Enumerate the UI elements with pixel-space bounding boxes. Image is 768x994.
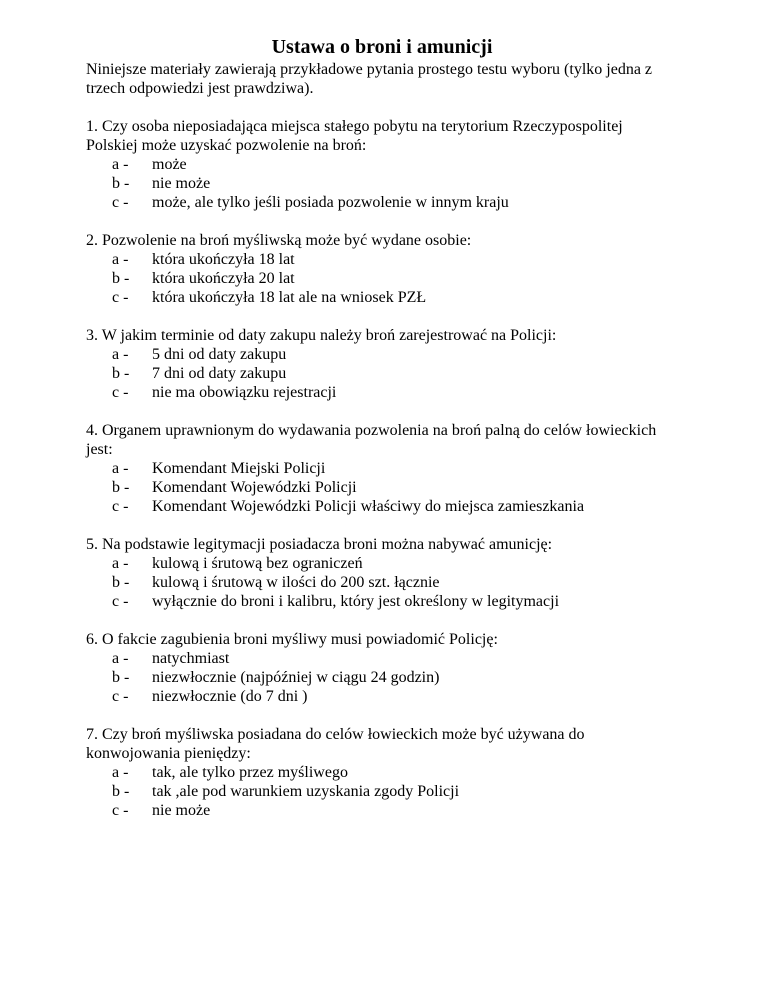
answer-option-letter: b -	[112, 365, 130, 382]
answer-option-text: tak, ale tylko przez myśliwego	[152, 764, 348, 781]
answer-option-text: niezwłocznie (do 7 dni )	[152, 688, 308, 705]
answer-option-text: Komendant Wojewódzki Policji właściwy do miejsca zamieszkania	[152, 498, 585, 515]
answer-option	[86, 573, 678, 592]
answer-option	[86, 269, 678, 288]
answer-option	[86, 687, 678, 706]
answer-option-letter: a -	[112, 346, 129, 363]
answer-option-text: nie może	[152, 175, 211, 192]
answer-option	[86, 592, 678, 611]
question-text: 1. Czy osoba nieposiadająca miejsca stałego pobytu na terytorium Rzeczypospolitej Polskiej może uzyskać pozwolenie na broń:	[86, 118, 623, 154]
question-text: 2. Pozwolenie na broń myśliwską może być wydane osobie:	[86, 232, 472, 249]
answer-option	[86, 497, 678, 516]
answer-option	[86, 174, 678, 193]
answer-option-text: która ukończyła 18 lat	[152, 251, 295, 268]
answer-option-text: nie może	[152, 802, 211, 819]
answer-option-text: może, ale tylko jeśli posiada pozwolenie w innym kraju	[152, 194, 509, 211]
answer-option	[86, 763, 678, 782]
question-text: 7. Czy broń myśliwska posiadana do celów łowieckich może być używana do konwojowania pieniędzy:	[86, 726, 585, 762]
answer-option-text: wyłącznie do broni i kalibru, który jest określony w legitymacji	[152, 593, 560, 610]
answer-option-letter: c -	[112, 289, 129, 306]
question-7	[86, 725, 678, 820]
answer-option	[86, 288, 678, 307]
question-text: 4. Organem uprawnionym do wydawania pozwolenia na broń palną do celów łowieckich jest:	[86, 422, 657, 458]
answer-option-letter: a -	[112, 460, 129, 477]
answer-option-letter: b -	[112, 270, 130, 287]
question-text: 6. O fakcie zagubienia broni myśliwy musi powiadomić Policję:	[86, 631, 498, 648]
answer-option-text: natychmiast	[152, 650, 230, 667]
question-6	[86, 630, 678, 706]
answer-option	[86, 668, 678, 687]
question-3	[86, 326, 678, 402]
answer-option-letter: a -	[112, 251, 129, 268]
answer-option	[86, 459, 678, 478]
answer-option	[86, 554, 678, 573]
answer-option-letter: b -	[112, 574, 130, 591]
question-5	[86, 535, 678, 611]
answer-option-letter: a -	[112, 764, 129, 781]
answer-option	[86, 478, 678, 497]
answer-option-text: Komendant Wojewódzki Policji	[152, 479, 357, 496]
answer-option-letter: c -	[112, 688, 129, 705]
answer-option-text: nie ma obowiązku rejestracji	[152, 384, 337, 401]
answer-option	[86, 364, 678, 383]
answer-option-text: tak ,ale pod warunkiem uzyskania zgody Policji	[152, 783, 460, 800]
answer-option-text: 7 dni od daty zakupu	[152, 365, 287, 382]
answer-option-letter: a -	[112, 156, 129, 173]
answer-option-letter: b -	[112, 783, 130, 800]
answer-option	[86, 383, 678, 402]
answer-option-text: niezwłocznie (najpóźniej w ciągu 24 godzin)	[152, 669, 440, 686]
answer-option	[86, 250, 678, 269]
answer-option-letter: a -	[112, 555, 129, 572]
answer-option	[86, 345, 678, 364]
answer-option-text: która ukończyła 20 lat	[152, 270, 295, 287]
answer-option	[86, 801, 678, 820]
question-text: 5. Na podstawie legitymacji posiadacza broni można nabywać amunicję:	[86, 536, 553, 553]
answer-option	[86, 649, 678, 668]
answer-option-text: kulową i śrutową w ilości do 200 szt. łącznie	[152, 574, 440, 591]
answer-option	[86, 155, 678, 174]
answer-option-text: może	[152, 156, 187, 173]
question-2	[86, 231, 678, 307]
question-list	[86, 117, 678, 820]
document-title: Ustawa o broni i amunicji	[271, 36, 493, 58]
answer-option-text: 5 dni od daty zakupu	[152, 346, 287, 363]
answer-option-letter: b -	[112, 669, 130, 686]
answer-option-text: Komendant Miejski Policji	[152, 460, 326, 477]
document-intro: Niniejsze materiały zawierają przykładowe pytania prostego testu wyboru (tylko jedna z trzech odpowiedzi jest prawdziwa).	[86, 61, 653, 97]
question-text: 3. W jakim terminie od daty zakupu należy broń zarejestrować na Policji:	[86, 327, 557, 344]
answer-option-text: która ukończyła 18 lat ale na wniosek PZŁ	[152, 289, 427, 306]
question-1	[86, 117, 678, 212]
answer-option-letter: c -	[112, 593, 129, 610]
answer-option-letter: c -	[112, 498, 129, 515]
answer-option-letter: b -	[112, 175, 130, 192]
answer-option-letter: c -	[112, 384, 129, 401]
answer-option-letter: a -	[112, 650, 129, 667]
answer-option-letter: c -	[112, 194, 129, 211]
answer-option-letter: b -	[112, 479, 130, 496]
answer-option-text: kulową i śrutową bez ograniczeń	[152, 555, 363, 572]
answer-option	[86, 193, 678, 212]
answer-option	[86, 782, 678, 801]
question-4	[86, 421, 678, 516]
answer-option-letter: c -	[112, 802, 129, 819]
